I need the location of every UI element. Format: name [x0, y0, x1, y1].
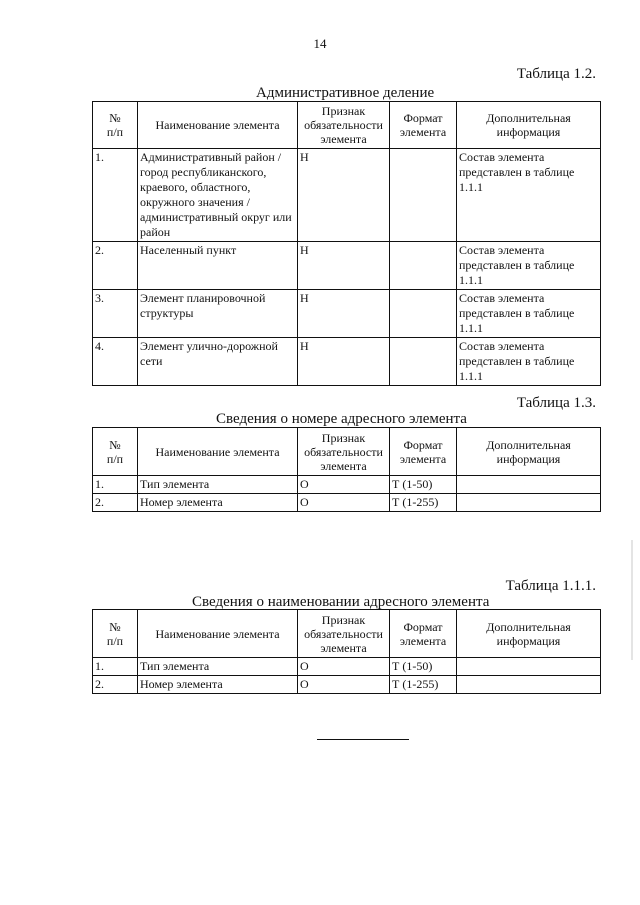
- row-required: Н: [298, 149, 390, 242]
- table-label: Таблица 1.2.: [516, 66, 596, 82]
- row-number: 3.: [93, 290, 138, 338]
- row-format: [390, 290, 457, 338]
- header-cell-info: Дополнительная информация: [457, 102, 601, 149]
- row-element-name: Тип элемента: [138, 476, 298, 494]
- header-cell-name: Наименование элемента: [138, 102, 298, 149]
- row-element-name: Населенный пункт: [138, 242, 298, 290]
- scan-edge-mark: [631, 540, 633, 660]
- row-info: Состав элемента представлен в таблице 1.1.1: [457, 149, 601, 242]
- table-caption: Сведения о наименовании адресного элемента: [192, 594, 490, 610]
- row-number: 1.: [93, 476, 138, 494]
- header-cell-required: Признак обязательности элемента: [298, 102, 390, 149]
- row-element-name: Номер элемента: [138, 494, 298, 512]
- row-format: [390, 242, 457, 290]
- header-row: [93, 102, 601, 149]
- row-element-name: Элемент улично-дорожной сети: [138, 338, 298, 386]
- header-cell-info: Дополнительная информация: [457, 610, 601, 658]
- row-required: Н: [298, 290, 390, 338]
- table-row: [93, 494, 601, 512]
- table-row: [93, 290, 601, 338]
- row-required: Н: [298, 338, 390, 386]
- table-row: [93, 476, 601, 494]
- header-cell-name: Наименование элемента: [138, 610, 298, 658]
- table-row: [93, 149, 601, 242]
- row-number: 2.: [93, 242, 138, 290]
- header-cell-number: № п/п: [93, 610, 138, 658]
- row-element-name: Элемент планировочной структуры: [138, 290, 298, 338]
- row-required: О: [298, 494, 390, 512]
- header-cell-format: Формат элемента: [390, 610, 457, 658]
- row-number: 1.: [93, 149, 138, 242]
- row-format: Т (1-50): [390, 476, 457, 494]
- table-caption: Административное деление: [256, 85, 435, 101]
- row-required: О: [298, 658, 390, 676]
- header-row: [93, 428, 601, 476]
- row-required: О: [298, 476, 390, 494]
- header-cell-name: Наименование элемента: [138, 428, 298, 476]
- table-row: [93, 242, 601, 290]
- row-format: [390, 338, 457, 386]
- row-element-name: Тип элемента: [138, 658, 298, 676]
- header-row: [93, 610, 601, 658]
- header-cell-info: Дополнительная информация: [457, 428, 601, 476]
- header-cell-required: Признак обязательности элемента: [298, 610, 390, 658]
- row-info: [457, 476, 601, 494]
- address-name-table: [92, 609, 601, 694]
- table-label: Таблица 1.1.1.: [505, 578, 596, 594]
- row-info: [457, 494, 601, 512]
- header-cell-format: Формат элемента: [390, 102, 457, 149]
- row-info: Состав элемента представлен в таблице 1.1.1: [457, 338, 601, 386]
- row-number: 2.: [93, 494, 138, 512]
- row-number: 2.: [93, 676, 138, 694]
- row-number: 4.: [93, 338, 138, 386]
- table-row: [93, 658, 601, 676]
- row-info: [457, 658, 601, 676]
- row-required: Н: [298, 242, 390, 290]
- table-label: Таблица 1.3.: [516, 395, 596, 411]
- row-format: Т (1-255): [390, 676, 457, 694]
- row-info: [457, 676, 601, 694]
- table-row: [93, 676, 601, 694]
- row-element-name: Административный район / город республиканского, краевого, областного, окружного значения / административный округ или район: [138, 149, 298, 242]
- header-cell-format: Формат элемента: [390, 428, 457, 476]
- page-number: 14: [313, 36, 327, 51]
- row-format: Т (1-50): [390, 658, 457, 676]
- address-number-table: [92, 427, 601, 512]
- row-format: [390, 149, 457, 242]
- row-number: 1.: [93, 658, 138, 676]
- administrative-division-table: [92, 101, 601, 386]
- header-cell-required: Признак обязательности элемента: [298, 428, 390, 476]
- table-caption: Сведения о номере адресного элемента: [216, 411, 467, 427]
- signature-line: [317, 739, 409, 740]
- header-cell-number: № п/п: [93, 102, 138, 149]
- table-row: [93, 338, 601, 386]
- row-info: Состав элемента представлен в таблице 1.1.1: [457, 242, 601, 290]
- row-required: О: [298, 676, 390, 694]
- row-info: Состав элемента представлен в таблице 1.1.1: [457, 290, 601, 338]
- header-cell-number: № п/п: [93, 428, 138, 476]
- row-format: Т (1-255): [390, 494, 457, 512]
- row-element-name: Номер элемента: [138, 676, 298, 694]
